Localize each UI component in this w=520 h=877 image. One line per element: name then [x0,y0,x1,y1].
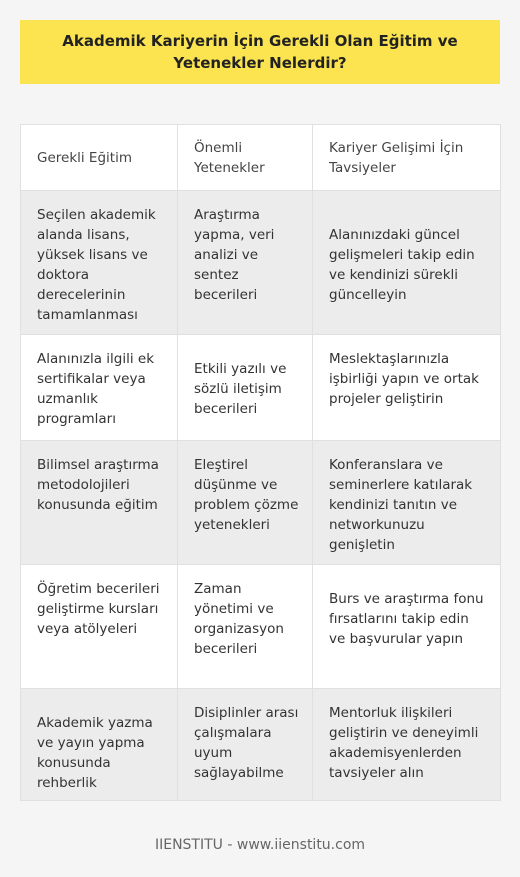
info-table [20,124,501,801]
table-row [21,689,501,801]
title-banner [20,20,500,84]
table-cell: Etkili yazılı ve sözlü iletişim becerileri [178,335,313,441]
table-cell: Akademik yazma ve yayın yapma konusunda rehberlik [21,689,178,801]
table-cell: Araştırma yapma, veri analizi ve sentez becerileri [178,191,313,335]
table-row [21,335,501,441]
column-header-advice: Kariyer Gelişimi İçin Tavsiyeler [313,125,501,191]
table-row [21,441,501,565]
page-title: Akademik Kariyerin İçin Gerekli Olan Eğitim ve Yetenekler Nelerdir? [62,32,458,72]
table-row [21,191,501,335]
table-cell: Bilimsel araştırma metodolojileri konusunda eğitim [21,441,178,565]
table-cell: Seçilen akademik alanda lisans, yüksek lisans ve doktora derecelerinin tamamlanması [21,191,178,335]
table-cell: Öğretim becerileri geliştirme kursları veya atölyeleri [21,565,178,689]
table-cell: Mentorluk ilişkileri geliştirin ve deneyimli akademisyenlerden tavsiyeler alın [313,689,501,801]
table-header-row [21,125,501,191]
table-cell: Meslektaşlarınızla işbirliği yapın ve ortak projeler geliştirin [313,335,501,441]
table-cell: Alanınızdaki güncel gelişmeleri takip edin ve kendinizi sürekli güncelleyin [313,191,501,335]
table-cell: Alanınızla ilgili ek sertifikalar veya uzmanlık programları [21,335,178,441]
table-cell: Zaman yönetimi ve organizasyon becerileri [178,565,313,689]
column-header-education: Gerekli Eğitim [21,125,178,191]
table-cell: Eleştirel düşünme ve problem çözme yetenekleri [178,441,313,565]
table-cell: Disiplinler arası çalışmalara uyum sağlayabilme [178,689,313,801]
table-cell: Burs ve araştırma fonu fırsatlarını takip edin ve başvurular yapın [313,565,501,689]
table-row [21,565,501,689]
footer-credit: IIENSTITU - www.iienstitu.com [154,837,366,853]
column-header-skills: Önemli Yetenekler [178,125,313,191]
table-cell: Konferanslara ve seminerlere katılarak kendinizi tanıtın ve networkunuzu genişletin [313,441,501,565]
